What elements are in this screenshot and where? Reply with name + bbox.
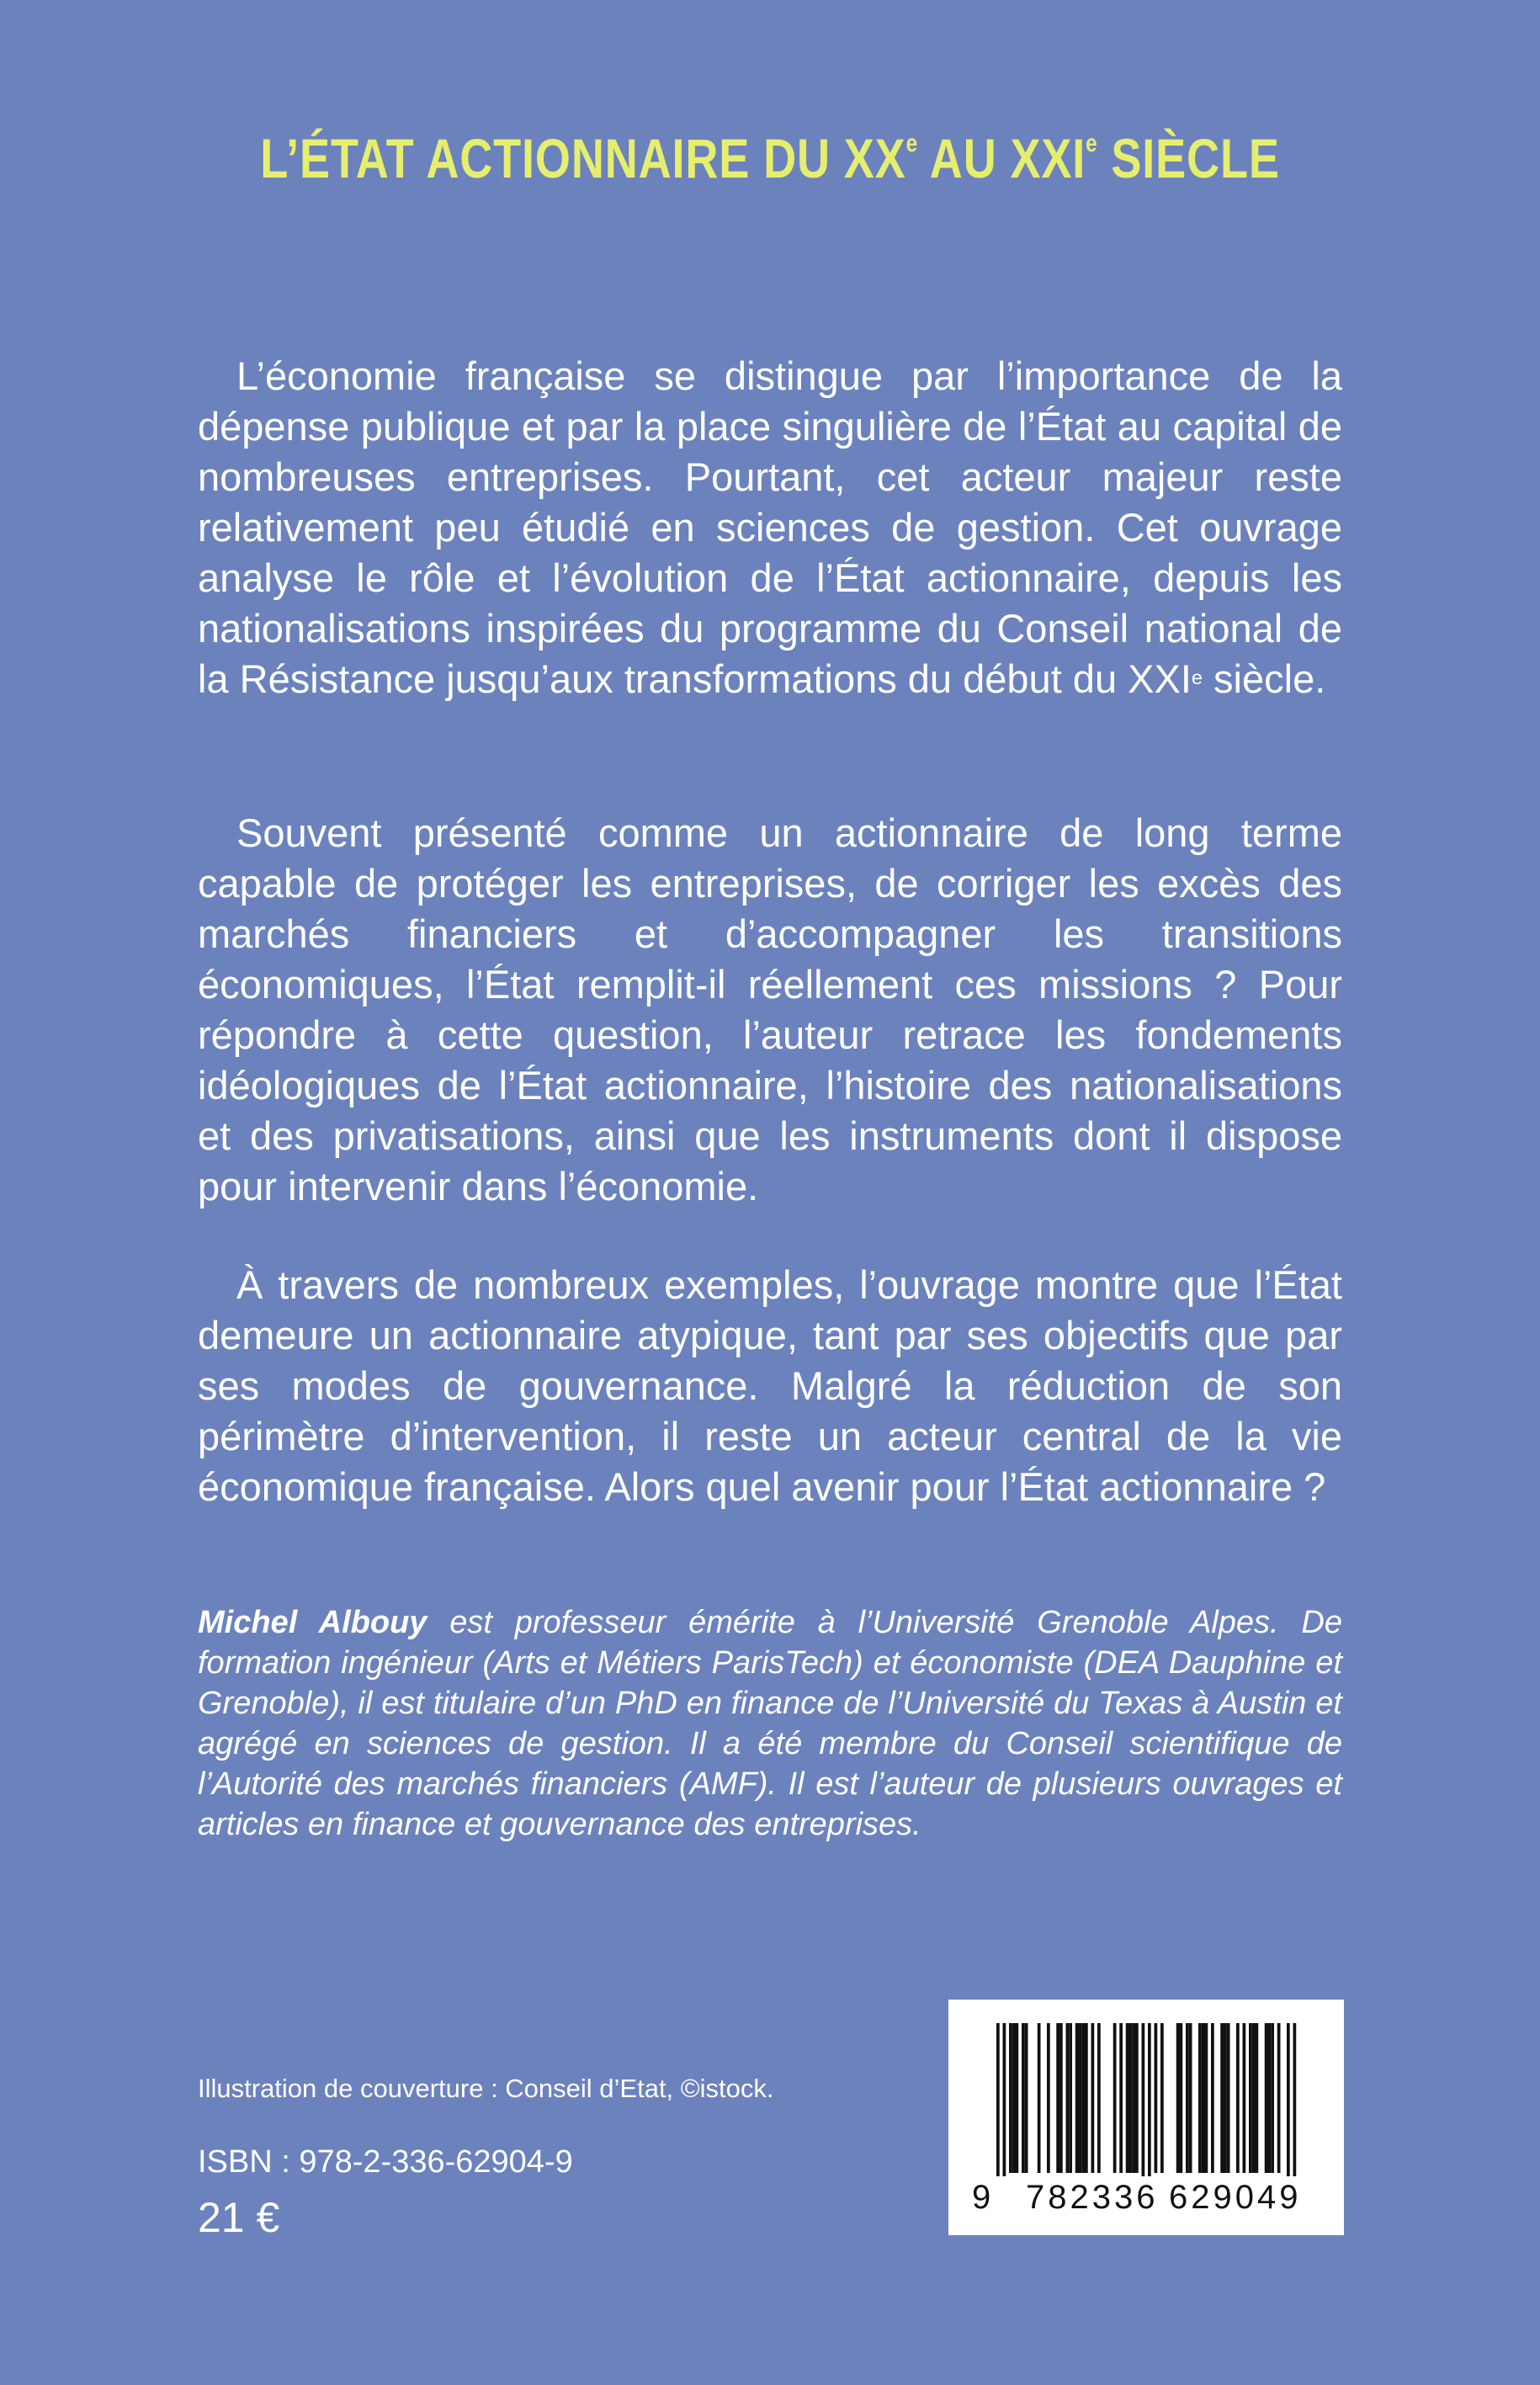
illustration-credit: Illustration de couverture : Conseil d’Etat, ©istock. bbox=[198, 2074, 774, 2103]
summary-paragraph-1-superscript: e bbox=[1191, 667, 1203, 688]
barcode-bar bbox=[1224, 2023, 1227, 2173]
barcode-bar bbox=[1202, 2023, 1205, 2173]
title-part-3: SIÈCLE bbox=[1097, 127, 1280, 189]
barcode-bar bbox=[1119, 2023, 1123, 2173]
barcode-bar bbox=[1148, 2023, 1151, 2176]
barcode-bar bbox=[1198, 2023, 1202, 2173]
barcode-bar bbox=[1069, 2023, 1072, 2173]
barcode-bar bbox=[1293, 2023, 1297, 2176]
title-superscript-1: e bbox=[905, 130, 918, 157]
book-title bbox=[139, 126, 1402, 190]
barcode-digit-first: 9 bbox=[972, 2179, 991, 2216]
barcode-bar bbox=[1079, 2023, 1082, 2173]
summary-paragraph-1-text: L’économie française se distingue par l’importance de la dépense publique et par la place singulière de l’État au capital de nombreuses entreprises. Pourtant, cet acteur majeur reste relativement peu étudié en sciences de gestion. Cet ouvrage analyse le rôle et l’évolution de l’État actionnaire, depuis les nationalisations inspirées du programme du Conseil national de la Résistance jusqu’aux transformations du début du XXI bbox=[198, 353, 1342, 701]
barcode-bar bbox=[1085, 2023, 1088, 2173]
barcode-bar bbox=[1189, 2023, 1192, 2173]
title-part-2: AU XXI bbox=[917, 127, 1086, 189]
barcode-bar bbox=[1268, 2023, 1272, 2173]
barcode-bar bbox=[1287, 2023, 1290, 2176]
barcode-bar bbox=[1271, 2023, 1274, 2173]
barcode-bar bbox=[1009, 2023, 1012, 2173]
barcode-bar bbox=[1249, 2023, 1252, 2173]
barcode-bar bbox=[1081, 2023, 1085, 2173]
barcode-bar bbox=[1252, 2023, 1256, 2173]
barcode-bar bbox=[1016, 2023, 1019, 2173]
barcode-digits-left: 782336 bbox=[1026, 2179, 1159, 2216]
barcode-bar bbox=[1091, 2023, 1095, 2173]
barcode-bar bbox=[1132, 2023, 1135, 2173]
barcode-bar bbox=[1256, 2023, 1259, 2173]
barcode-bar bbox=[1135, 2023, 1139, 2173]
barcode-bar bbox=[1186, 2023, 1189, 2173]
barcode-bar bbox=[1160, 2023, 1164, 2173]
title-part-1: L’ÉTAT ACTIONNAIRE DU XX bbox=[260, 127, 906, 189]
barcode-bar bbox=[1126, 2023, 1129, 2173]
summary-paragraph-1-end: siècle. bbox=[1202, 656, 1326, 701]
barcode-bar bbox=[1056, 2023, 1059, 2173]
barcode-bar bbox=[1243, 2023, 1246, 2173]
barcode-bar bbox=[1066, 2023, 1070, 2173]
title-superscript-2: e bbox=[1086, 130, 1098, 157]
barcode-digits bbox=[948, 2176, 1344, 2218]
barcode-bar bbox=[1129, 2023, 1133, 2173]
barcode-bar bbox=[1097, 2023, 1101, 2173]
barcode-bar bbox=[1113, 2023, 1117, 2173]
barcode-bar bbox=[1075, 2023, 1079, 2173]
barcode-bar bbox=[1155, 2023, 1158, 2173]
barcode-bar bbox=[1277, 2023, 1281, 2173]
barcode-bars bbox=[948, 2000, 1344, 2176]
barcode-bar bbox=[1220, 2023, 1224, 2173]
barcode-bar bbox=[1059, 2023, 1063, 2173]
barcode-bar bbox=[1265, 2023, 1268, 2173]
barcode-bar bbox=[996, 2023, 1000, 2176]
barcode-bar bbox=[1022, 2023, 1025, 2173]
author-name: Michel Albouy bbox=[198, 1605, 427, 1640]
barcode-bar bbox=[1180, 2023, 1183, 2173]
price-text: 21 € bbox=[198, 2194, 280, 2241]
barcode-bar bbox=[1012, 2023, 1016, 2173]
barcode-bar bbox=[1142, 2023, 1145, 2176]
summary-paragraph-2: Souvent présenté comme un actionnaire de long terme capable de protéger les entreprises, de corriger les excès des marchés financiers et d’accompagner les transitions économiques, l’État remplit-il réellement ces missions ? Pour répondre à cette question, l’auteur retrace les fondements idéologiques de l’État actionnaire, l’histoire des nationalisations et des privatisations, ainsi que les instruments dont il dispose pour intervenir dans l’économie. bbox=[198, 810, 1342, 1208]
summary-paragraph-1 bbox=[198, 351, 1342, 704]
barcode bbox=[948, 2000, 1344, 2235]
barcode-bar bbox=[1176, 2023, 1180, 2173]
barcode-bar bbox=[1205, 2023, 1208, 2173]
barcode-digits-right: 629049 bbox=[1169, 2179, 1302, 2216]
summary-paragraph-3: À travers de nombreux exemples, l’ouvrage montre que l’État demeure un actionnaire atypique, tant par ses objectifs que par ses modes de gouvernance. Malgré la réduction de son périmètre d’intervention, il reste un acteur central de la vie économique française. Alors quel avenir pour l’État actionnaire ? bbox=[198, 1262, 1342, 1509]
barcode-bar bbox=[1003, 2023, 1006, 2176]
barcode-bar bbox=[1047, 2023, 1050, 2173]
isbn-text: ISBN : 978-2-336-62904-9 bbox=[198, 2144, 573, 2180]
barcode-bar bbox=[1038, 2023, 1041, 2173]
barcode-bar bbox=[1025, 2023, 1028, 2173]
barcode-bar bbox=[1227, 2023, 1230, 2173]
author-bio bbox=[198, 1602, 1342, 1845]
author-bio-text: est professeur émérite à l’Université Grenoble Alpes. De formation ingénieur (Arts et Métiers ParisTech) et économiste (DEA Dauphine et Grenoble), il est titulaire d’un PhD en finance de l’Université du Texas à Austin et agrégé en sciences de gestion. Il a été membre du Conseil scientifique de l’Autorité des marchés financiers (AMF). Il est l’auteur de plusieurs ouvrages et articles en finance et gouvernance des entreprises. bbox=[198, 1605, 1342, 1842]
barcode-bar bbox=[1236, 2023, 1240, 2173]
barcode-bar bbox=[1211, 2023, 1214, 2173]
